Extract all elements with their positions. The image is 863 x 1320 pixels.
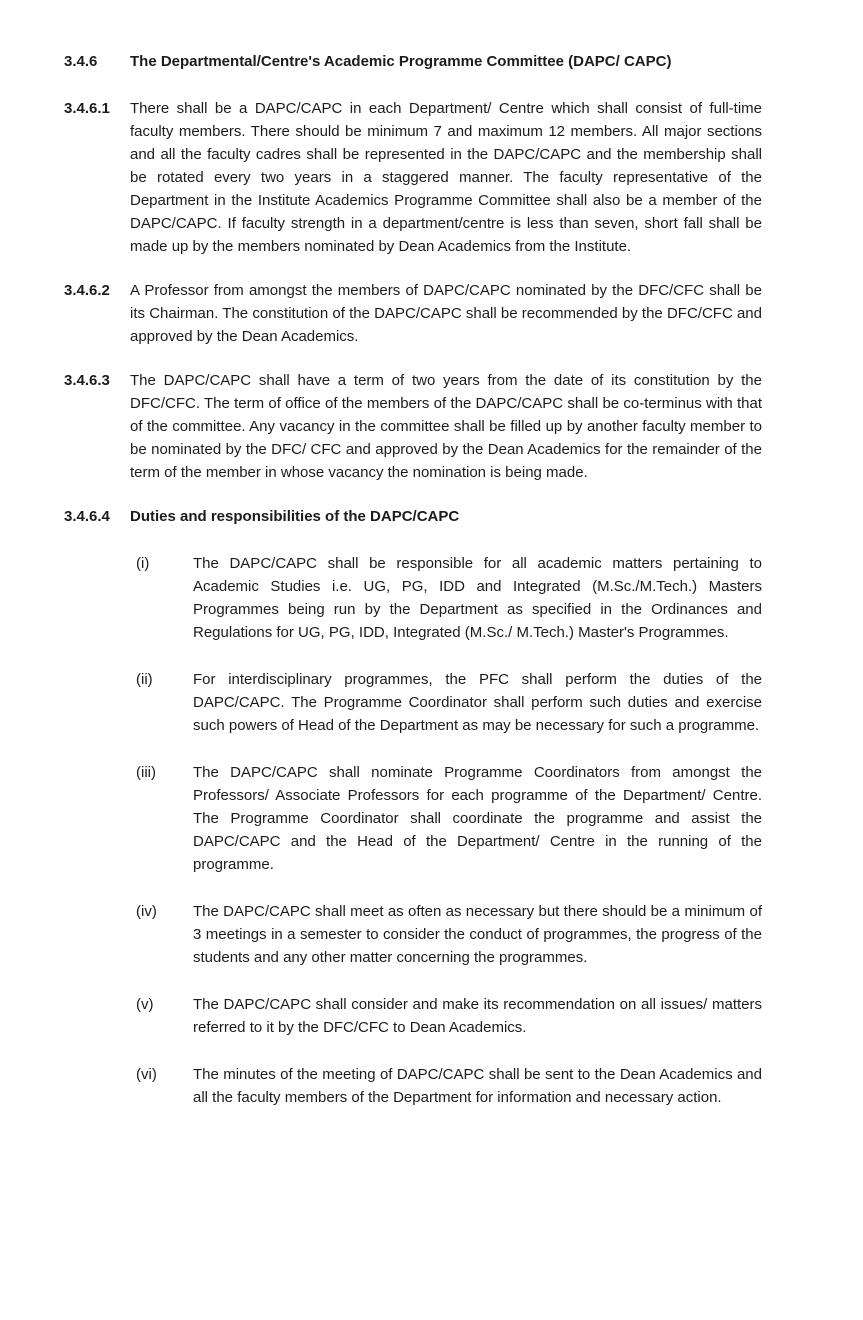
- list-item-ii: [130, 668, 762, 737]
- clause-number: 3.4.6.2: [64, 282, 110, 299]
- list-item-text: For interdisciplinary programmes, the PFC shall perform the duties of the DAPC/CAPC. The Programme Coordinator shall perform such duties and exercise such powers of Head of the Department as may be necessary for such a programme.: [193, 671, 762, 734]
- list-item-marker: (iv): [136, 903, 157, 920]
- section-title: Duties and responsibilities of the DAPC/CAPC: [130, 508, 460, 525]
- clause-3-4-6-3: [64, 369, 762, 484]
- list-item-marker: (v): [136, 996, 154, 1013]
- list-item-iv: [130, 900, 762, 969]
- list-item-v: [130, 993, 762, 1039]
- list-item-text: The DAPC/CAPC shall consider and make its recommendation on all issues/ matters referred to it by the DFC/CFC to Dean Academics.: [193, 996, 762, 1036]
- list-item-marker: (i): [136, 555, 150, 572]
- clause-number: 3.4.6.3: [64, 372, 110, 389]
- list-item-marker: (ii): [136, 671, 153, 688]
- clause-3-4-6-2: [64, 279, 762, 348]
- list-item-marker: (iii): [136, 764, 156, 781]
- clause-number: 3.4.6: [64, 53, 98, 70]
- duties-list: [130, 552, 762, 1109]
- list-item-text: The DAPC/CAPC shall be responsible for all academic matters pertaining to Academic Studies i.e. UG, PG, IDD and Integrated (M.Sc./M.Tech.) Masters Programmes being run by the Department as specified in the Ordinances and Regulations for UG, PG, IDD, Integrated (M.Sc./ M.Tech.) Master's Programmes.: [193, 555, 762, 641]
- list-item-vi: [130, 1063, 762, 1109]
- clause-text: The DAPC/CAPC shall have a term of two years from the date of its constitution by the DFC/CFC. The term of office of the members of the DAPC/CAPC shall be co-terminus with that of the committee. Any vacancy in the committee shall be filled up by another faculty member to be nominated by the DFC/ CFC and approved by the Dean Academics for the remainder of the term of the member in whose vacancy the nomination is being made.: [130, 372, 762, 481]
- clause-number: 3.4.6.1: [64, 100, 110, 117]
- list-item-iii: [130, 761, 762, 876]
- list-item-text: The minutes of the meeting of DAPC/CAPC shall be sent to the Dean Academics and all the faculty members of the Department for information and necessary action.: [193, 1066, 762, 1106]
- section-heading-3-4-6: [64, 50, 762, 73]
- section-heading-3-4-6-4: [64, 505, 762, 528]
- clause-text: A Professor from amongst the members of DAPC/CAPC nominated by the DFC/CFC shall be its Chairman. The constitution of the DAPC/CAPC shall be recommended by the DFC/CFC and approved by the Dean Academics.: [130, 282, 762, 345]
- list-item-marker: (vi): [136, 1066, 157, 1083]
- list-item-text: The DAPC/CAPC shall nominate Programme Coordinators from amongst the Professors/ Associate Professors for each programme of the Department/ Centre. The Programme Coordinator shall coordinate the programme and assist the DAPC/CAPC and the Head of the Department/ Centre in the running of the programme.: [193, 764, 762, 873]
- clause-number: 3.4.6.4: [64, 508, 110, 525]
- clause-3-4-6-1: [64, 97, 762, 258]
- list-item-text: The DAPC/CAPC shall meet as often as necessary but there should be a minimum of 3 meetings in a semester to consider the conduct of programmes, the progress of the students and any other matter concerning the programmes.: [193, 903, 762, 966]
- list-item-i: [130, 552, 762, 644]
- clause-text: There shall be a DAPC/CAPC in each Department/ Centre which shall consist of full-time faculty members. There should be minimum 7 and maximum 12 members. All major sections and all the faculty cadres shall be represented in the DAPC/CAPC and the membership shall be rotated every two years in a staggered manner. The faculty representative of the Department in the Institute Academics Programme Committee shall also be a member of the DAPC/CAPC. If faculty strength in a department/centre is less than seven, short fall shall be made up by the members nominated by Dean Academics from the Institute.: [130, 100, 762, 255]
- section-title: The Departmental/Centre's Academic Programme Committee (DAPC/ CAPC): [130, 53, 672, 70]
